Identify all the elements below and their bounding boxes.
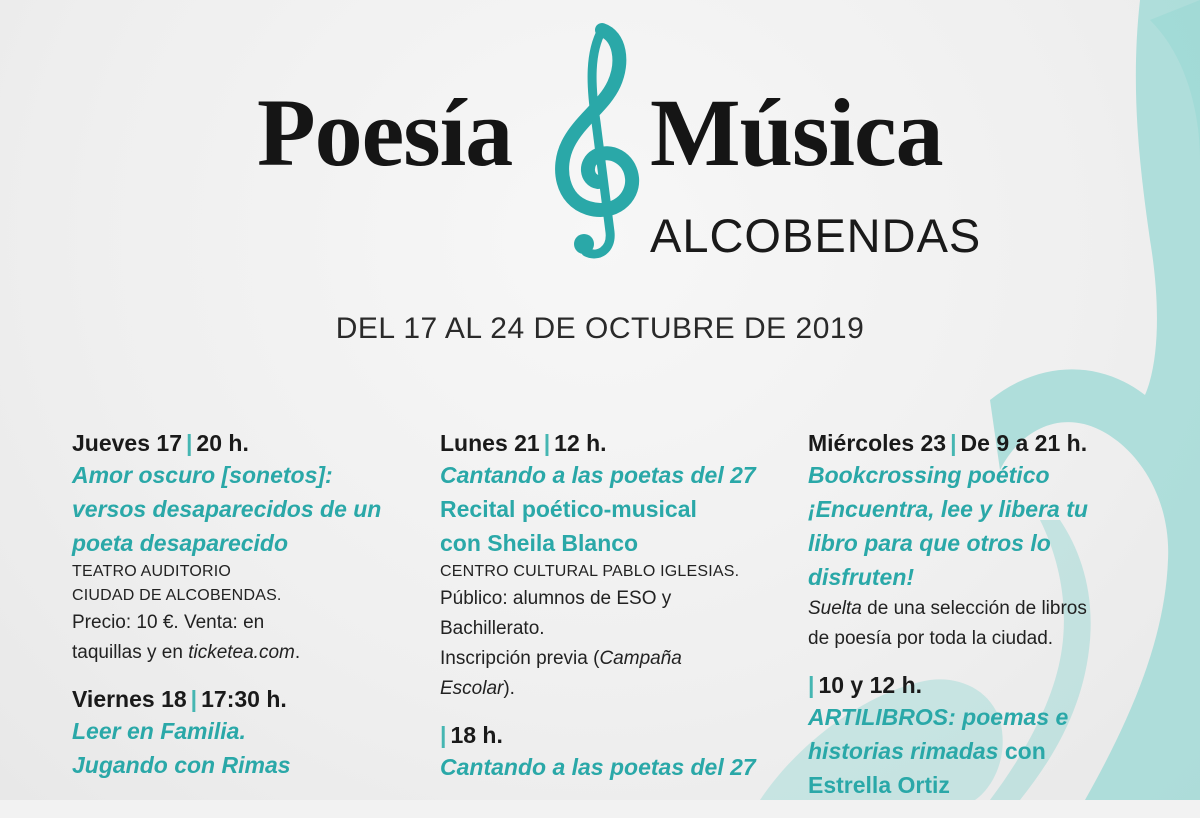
event-registration-cont <box>440 674 790 704</box>
event-time-line <box>808 670 1158 700</box>
event-title-line: Amor oscuro [sonetos]: <box>72 462 333 488</box>
schedule-column-2 <box>440 428 790 800</box>
event-venue: CIUDAD DE ALCOBENDAS. <box>72 587 282 604</box>
event-title-line: ARTILIBROS: poemas e <box>808 704 1069 730</box>
treble-clef-icon <box>540 22 650 262</box>
separator-bar: | <box>440 722 447 748</box>
event-day-time <box>72 428 422 458</box>
separator-bar: | <box>190 686 198 712</box>
event-day: Viernes 18 <box>72 686 187 712</box>
event-title-line: Recital poético-musical <box>440 496 697 522</box>
event-title-line: Bookcrossing poético <box>808 462 1050 488</box>
event-jueves-17 <box>72 428 422 668</box>
event-title-line: Jugando con Rimas <box>72 752 291 778</box>
event-time: 20 h. <box>196 430 249 456</box>
event-miercoles-23 <box>808 428 1158 654</box>
event-title-line: libro para que otros lo <box>808 530 1051 556</box>
event-title-line: ¡Encuentra, lee y libera tu <box>808 496 1088 522</box>
event-title-plain-part: con <box>998 738 1046 764</box>
subtitle-alcobendas: ALCOBENDAS <box>650 209 982 262</box>
event-title-italic: Cantando a las poetas del 27 <box>440 754 756 780</box>
event-title-line: disfruten! <box>808 564 915 590</box>
registration-campaign-cont: Escolar <box>440 678 504 699</box>
event-time-line <box>440 720 790 750</box>
registration-campaign: Campaña <box>599 648 682 669</box>
ticket-site: ticketea.com <box>188 642 295 663</box>
event-day-time <box>72 684 422 714</box>
event-title-line: poeta desaparecido <box>72 530 289 556</box>
separator-bar: | <box>543 430 551 456</box>
event-viernes-18 <box>72 684 422 782</box>
event-time: 10 y 12 h. <box>818 672 923 698</box>
event-venue: TEATRO AUDITORIO <box>72 563 232 580</box>
schedule-column-3 <box>808 428 1158 818</box>
registration-text: Inscripción previa ( <box>440 648 600 669</box>
event-title-italic: Cantando a las poetas del 27 <box>440 462 756 488</box>
event-description <box>808 594 1158 624</box>
schedule-column-1 <box>72 428 422 798</box>
event-title-line: Leer en Familia. <box>72 718 246 744</box>
event-time: 12 h. <box>554 430 607 456</box>
event-miercoles-23-artilibros <box>808 670 1158 802</box>
event-audience: Bachillerato. <box>440 618 545 639</box>
festival-dates: DEL 17 AL 24 DE OCTUBRE DE 2019 <box>335 312 865 345</box>
separator-bar: | <box>950 430 957 456</box>
event-lunes-21 <box>440 428 790 704</box>
event-day: Miércoles 23 <box>808 430 947 456</box>
sale-text: taquillas y en <box>72 642 189 663</box>
event-price: Precio: 10 €. Venta: en <box>72 612 265 633</box>
event-time: 18 h. <box>450 722 503 748</box>
event-day-time <box>440 428 790 458</box>
event-description-cont: de poesía por toda la ciudad. <box>808 628 1054 649</box>
event-day-time <box>808 428 1158 458</box>
event-title-line <box>808 734 1158 768</box>
title-musica: Música <box>650 79 943 186</box>
separator-bar: | <box>808 672 815 698</box>
event-title-italic-part: historias rimadas <box>808 738 999 764</box>
event-title-line: Estrella Ortiz <box>808 772 950 798</box>
event-day: Jueves 17 <box>72 430 182 456</box>
separator-bar: | <box>185 430 193 456</box>
registration-end: ). <box>503 678 515 699</box>
event-time: De 9 a 21 h. <box>960 430 1088 456</box>
sale-end: . <box>294 642 301 663</box>
event-title-line: versos desaparecidos de un <box>72 496 382 522</box>
title-poesia: Poesía <box>257 79 513 186</box>
event-venue: CENTRO CULTURAL PABLO IGLESIAS. <box>440 563 740 580</box>
event-day: Lunes 21 <box>440 430 540 456</box>
description-keyword: Suelta <box>808 598 862 619</box>
event-audience: Público: alumnos de ESO y <box>440 588 672 609</box>
event-lunes-21-18h <box>440 720 790 784</box>
event-sale-info <box>72 638 422 668</box>
description-text: de una selección de libros <box>861 598 1087 619</box>
event-time: 17:30 h. <box>201 686 287 712</box>
event-title-line: con Sheila Blanco <box>440 530 639 556</box>
event-registration <box>440 644 790 674</box>
